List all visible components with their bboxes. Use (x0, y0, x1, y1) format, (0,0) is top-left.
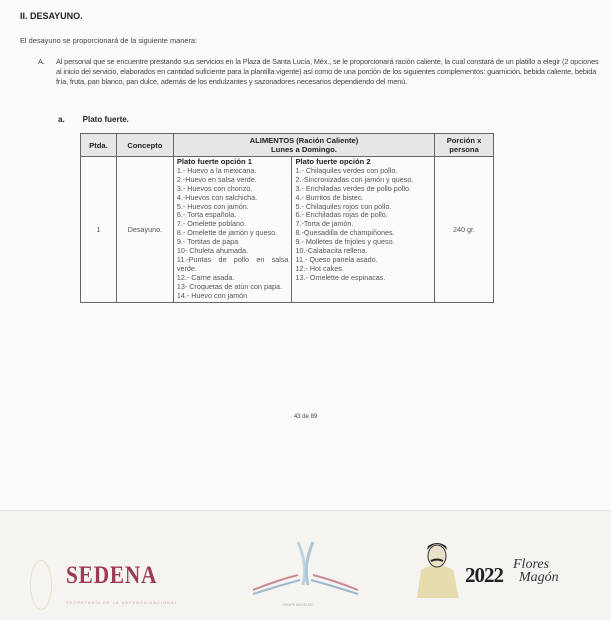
coat-of-arms-icon (30, 560, 52, 610)
menu-item: 6.- Torta española. (176, 210, 237, 220)
menu-item: 12.- Carne asada. (176, 272, 235, 282)
page-number: 43 de 89 (293, 414, 318, 420)
menu-item: 2.-Huevo en salsa verde. (176, 174, 257, 184)
menu-item: 4.-Huevos con salchicha. (176, 192, 258, 202)
flores-magon-logo (513, 558, 559, 584)
airport-logo-icon (248, 540, 363, 600)
header-alimentos-line1: ALIMENTOS (Ración Caliente) (249, 136, 359, 145)
menu-item: 3.- Huevos con chorizo. (176, 183, 253, 193)
menu-item: 6.- Enchiladas rojas de pollo. (295, 210, 388, 220)
menu-item: 8.- Omelette de jamón y queso. (176, 228, 278, 238)
paragraph-a (38, 57, 603, 88)
cell-option1 (173, 157, 292, 303)
menu-item: 10- Chuleta ahumada. (176, 246, 248, 256)
sedena-logo: SEDENA (66, 562, 158, 589)
option2-title: Plato fuerte opción 2 (295, 157, 371, 166)
menu-item: 11.- Queso panela asado. (295, 254, 378, 264)
subsection-letter: a. (58, 115, 65, 124)
menu-item: 14.- Huevo con jamón (176, 290, 248, 300)
table-header-row (81, 134, 494, 157)
year-logo: 2022 (465, 563, 503, 587)
menu-item: 13- Croquetas de atún con papa. (176, 281, 282, 291)
menu-item: 5.- Chilaquiles rojos con pollo. (295, 201, 392, 211)
portrait-icon (413, 540, 461, 598)
menu-item: 12.- Hot cakes. (295, 263, 344, 273)
menu-item: 7.- Omelette poblano. (176, 219, 246, 229)
menu-item: 13.- Omelette de espinacas. (295, 272, 386, 282)
menu-item: 10.-Calabacita rellena. (295, 246, 368, 256)
header-alimentos (173, 134, 434, 157)
paragraph-text: Al personal que se encuentre prestando sus servicios en la Plaza de Santa Lucía, Méx., se le proporcionará ración caliente, la cual constará de un platillo a elegir (2 opciones al inicio del servicio, elaborados en cantidad suficiente para la plantilla vigente) así como de una porción de los siguientes complementos: guarnición, bebida caliente, bebida fría, fruta, pan blanco, pan dulce, además de los endulzantes y sazonadores necesarios dependiendo del menú. (56, 57, 599, 87)
menu-item: 9.- Molletes de frijoles y queso. (295, 237, 395, 247)
intro-text: El desayuno se proporcionará de la siguiente manera: (20, 36, 198, 45)
subsection-heading (58, 115, 129, 124)
menu-item: 7.-Torta de jamón. (295, 219, 354, 229)
menu-item: 5.- Huevos con jamón. (176, 201, 249, 211)
flores-text: Flores (513, 557, 550, 572)
paragraph-letter: A. (38, 57, 45, 66)
header-ptda: Ptda. (81, 134, 117, 157)
menu-item: 11.-Puntas de pollo en salsa verde. (176, 254, 289, 273)
airport-subtitle: FELIPE ÁNGELES (283, 603, 313, 607)
table-row (81, 157, 494, 303)
menu-item: 1.- Huevo a la mexicana. (176, 165, 257, 175)
menu-item: 1.- Chilaquiles verdes con pollo. (295, 165, 398, 175)
menu-item: 4.- Burritos de bistec. (295, 192, 364, 202)
cell-porcion: 240 gr. (435, 157, 494, 303)
magon-text: Magón (519, 570, 559, 585)
menu-item: 9.- Tortitas de papa (176, 237, 239, 247)
header-porcion: Porción x persona (435, 134, 494, 157)
header-alimentos-line2: Lunes a Domingo. (271, 145, 337, 154)
menu-table (80, 133, 494, 303)
menu-item: 3.- Enchiladas verdes de pollo pollo. (295, 183, 411, 193)
subsection-title: Plato fuerte. (82, 115, 129, 124)
cell-ptda: 1 (81, 157, 117, 303)
section-title: II. DESAYUNO. (20, 11, 83, 21)
sedena-subtitle: SECRETARÍA DE LA DEFENSA NACIONAL (66, 600, 178, 605)
option1-title: Plato fuerte opción 1 (176, 157, 252, 166)
menu-item: 2.-Sincronizadas con jamón y queso. (295, 174, 414, 184)
cell-concepto: Desayuno. (116, 157, 173, 303)
menu-item: 8.-Quesadilla de champiñones. (295, 228, 395, 238)
header-concepto: Concepto (116, 134, 173, 157)
cell-option2 (292, 157, 435, 303)
